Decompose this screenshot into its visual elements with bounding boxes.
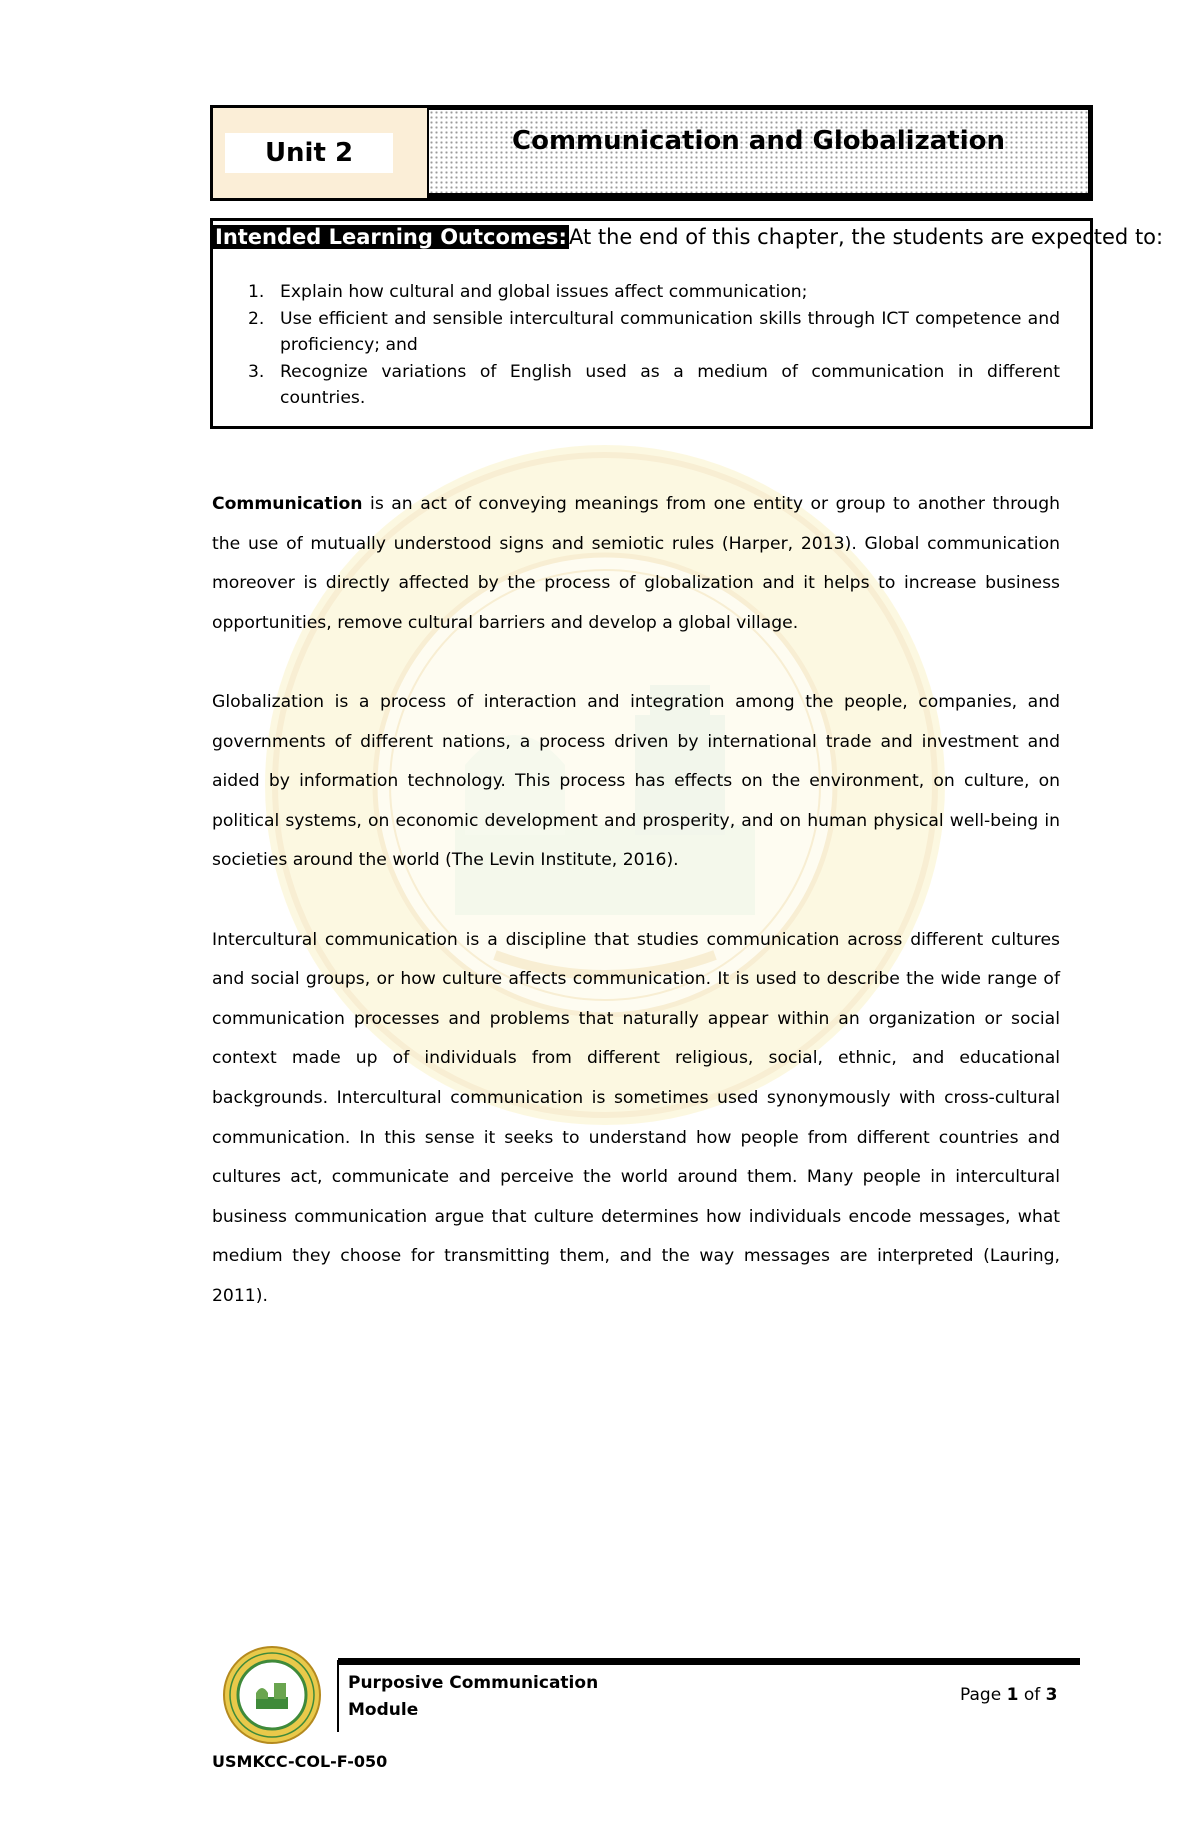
list-item-number: 2. <box>248 308 265 329</box>
learning-outcomes-heading <box>213 225 1163 249</box>
footer-rule <box>338 1658 1080 1665</box>
learning-outcomes-list <box>248 279 1060 412</box>
page-word: Page <box>960 1685 1002 1705</box>
page-total: 3 <box>1045 1685 1058 1705</box>
unit-label: Unit 2 <box>225 133 393 173</box>
paragraph-intercultural: Intercultural communication is a discipline that studies communication across different cultures and social groups, or how culture affects communication. It is used to describe the wide range of communication processes and problems that naturally appear within an organization or social context made up of individuals from different religious, social, ethnic, and educational backgrounds. Intercultural communication is sometimes used synonymously with cross-cultural communication. In this sense it seeks to understand how people from different countries and cultures act, communicate and perceive the world around them. Many people in intercultural business communication argue that culture determines how individuals encode messages, what medium they choose for transmitting them, and the way messages are interpreted (Lauring, 2011). <box>212 929 1060 1306</box>
university-seal-logo-icon <box>222 1645 322 1745</box>
paragraph-globalization: Globalization is a process of interaction and integration among the people, companies, and governments of different nations, a process driven by international trade and investment and aided by information technology. This process has effects on the environment, on culture, on political systems, on economic development and prosperity, and on human physical well-being in societies around the world (The Levin Institute, 2016). <box>212 691 1060 871</box>
term-communication: Communication <box>212 494 363 514</box>
page-current: 1 <box>1006 1685 1019 1705</box>
learning-outcomes-label: Intended Learning Outcomes: <box>215 225 567 249</box>
list-item-text: Recognize variations of English used as a medium of communication in different countries. <box>280 361 1060 408</box>
paragraph-communication <box>212 485 1060 643</box>
list-item-text: Use efficient and sensible intercultural communication skills through ICT competence and proficiency; and <box>280 308 1060 355</box>
chapter-title-box <box>427 108 1093 198</box>
form-code: USMKCC-COL-F-050 <box>212 1752 388 1771</box>
course-name <box>348 1670 598 1724</box>
learning-outcomes-box <box>210 218 1164 429</box>
list-item-number: 1. <box>248 282 265 302</box>
list-item-number: 3. <box>248 361 265 382</box>
list-item <box>248 279 1060 306</box>
footer-divider <box>337 1660 339 1732</box>
course-name-line-1: Purposive Communication <box>348 1673 599 1693</box>
chapter-title: Communication and Globalization <box>512 126 1005 156</box>
paragraph-text: is an act of conveying meanings from one entity or group to another through the use of mutually understood signs and semiotic rules (Harper, 2013). Global communication moreover is directly affected by the process of globalization and it helps to increase business opportunities, remove cultural barriers and develop a global village. <box>212 494 1060 633</box>
list-item <box>248 306 1060 359</box>
page-of: of <box>1023 1685 1041 1705</box>
learning-outcomes-intro: At the end of this chapter, the students are expected to: <box>568 225 1164 249</box>
page-number <box>960 1685 1057 1705</box>
list-item <box>248 359 1060 412</box>
list-item-text: Explain how cultural and global issues affect communication; <box>280 282 808 302</box>
module-body <box>212 485 1060 1356</box>
course-name-line-2: Module <box>348 1700 419 1720</box>
